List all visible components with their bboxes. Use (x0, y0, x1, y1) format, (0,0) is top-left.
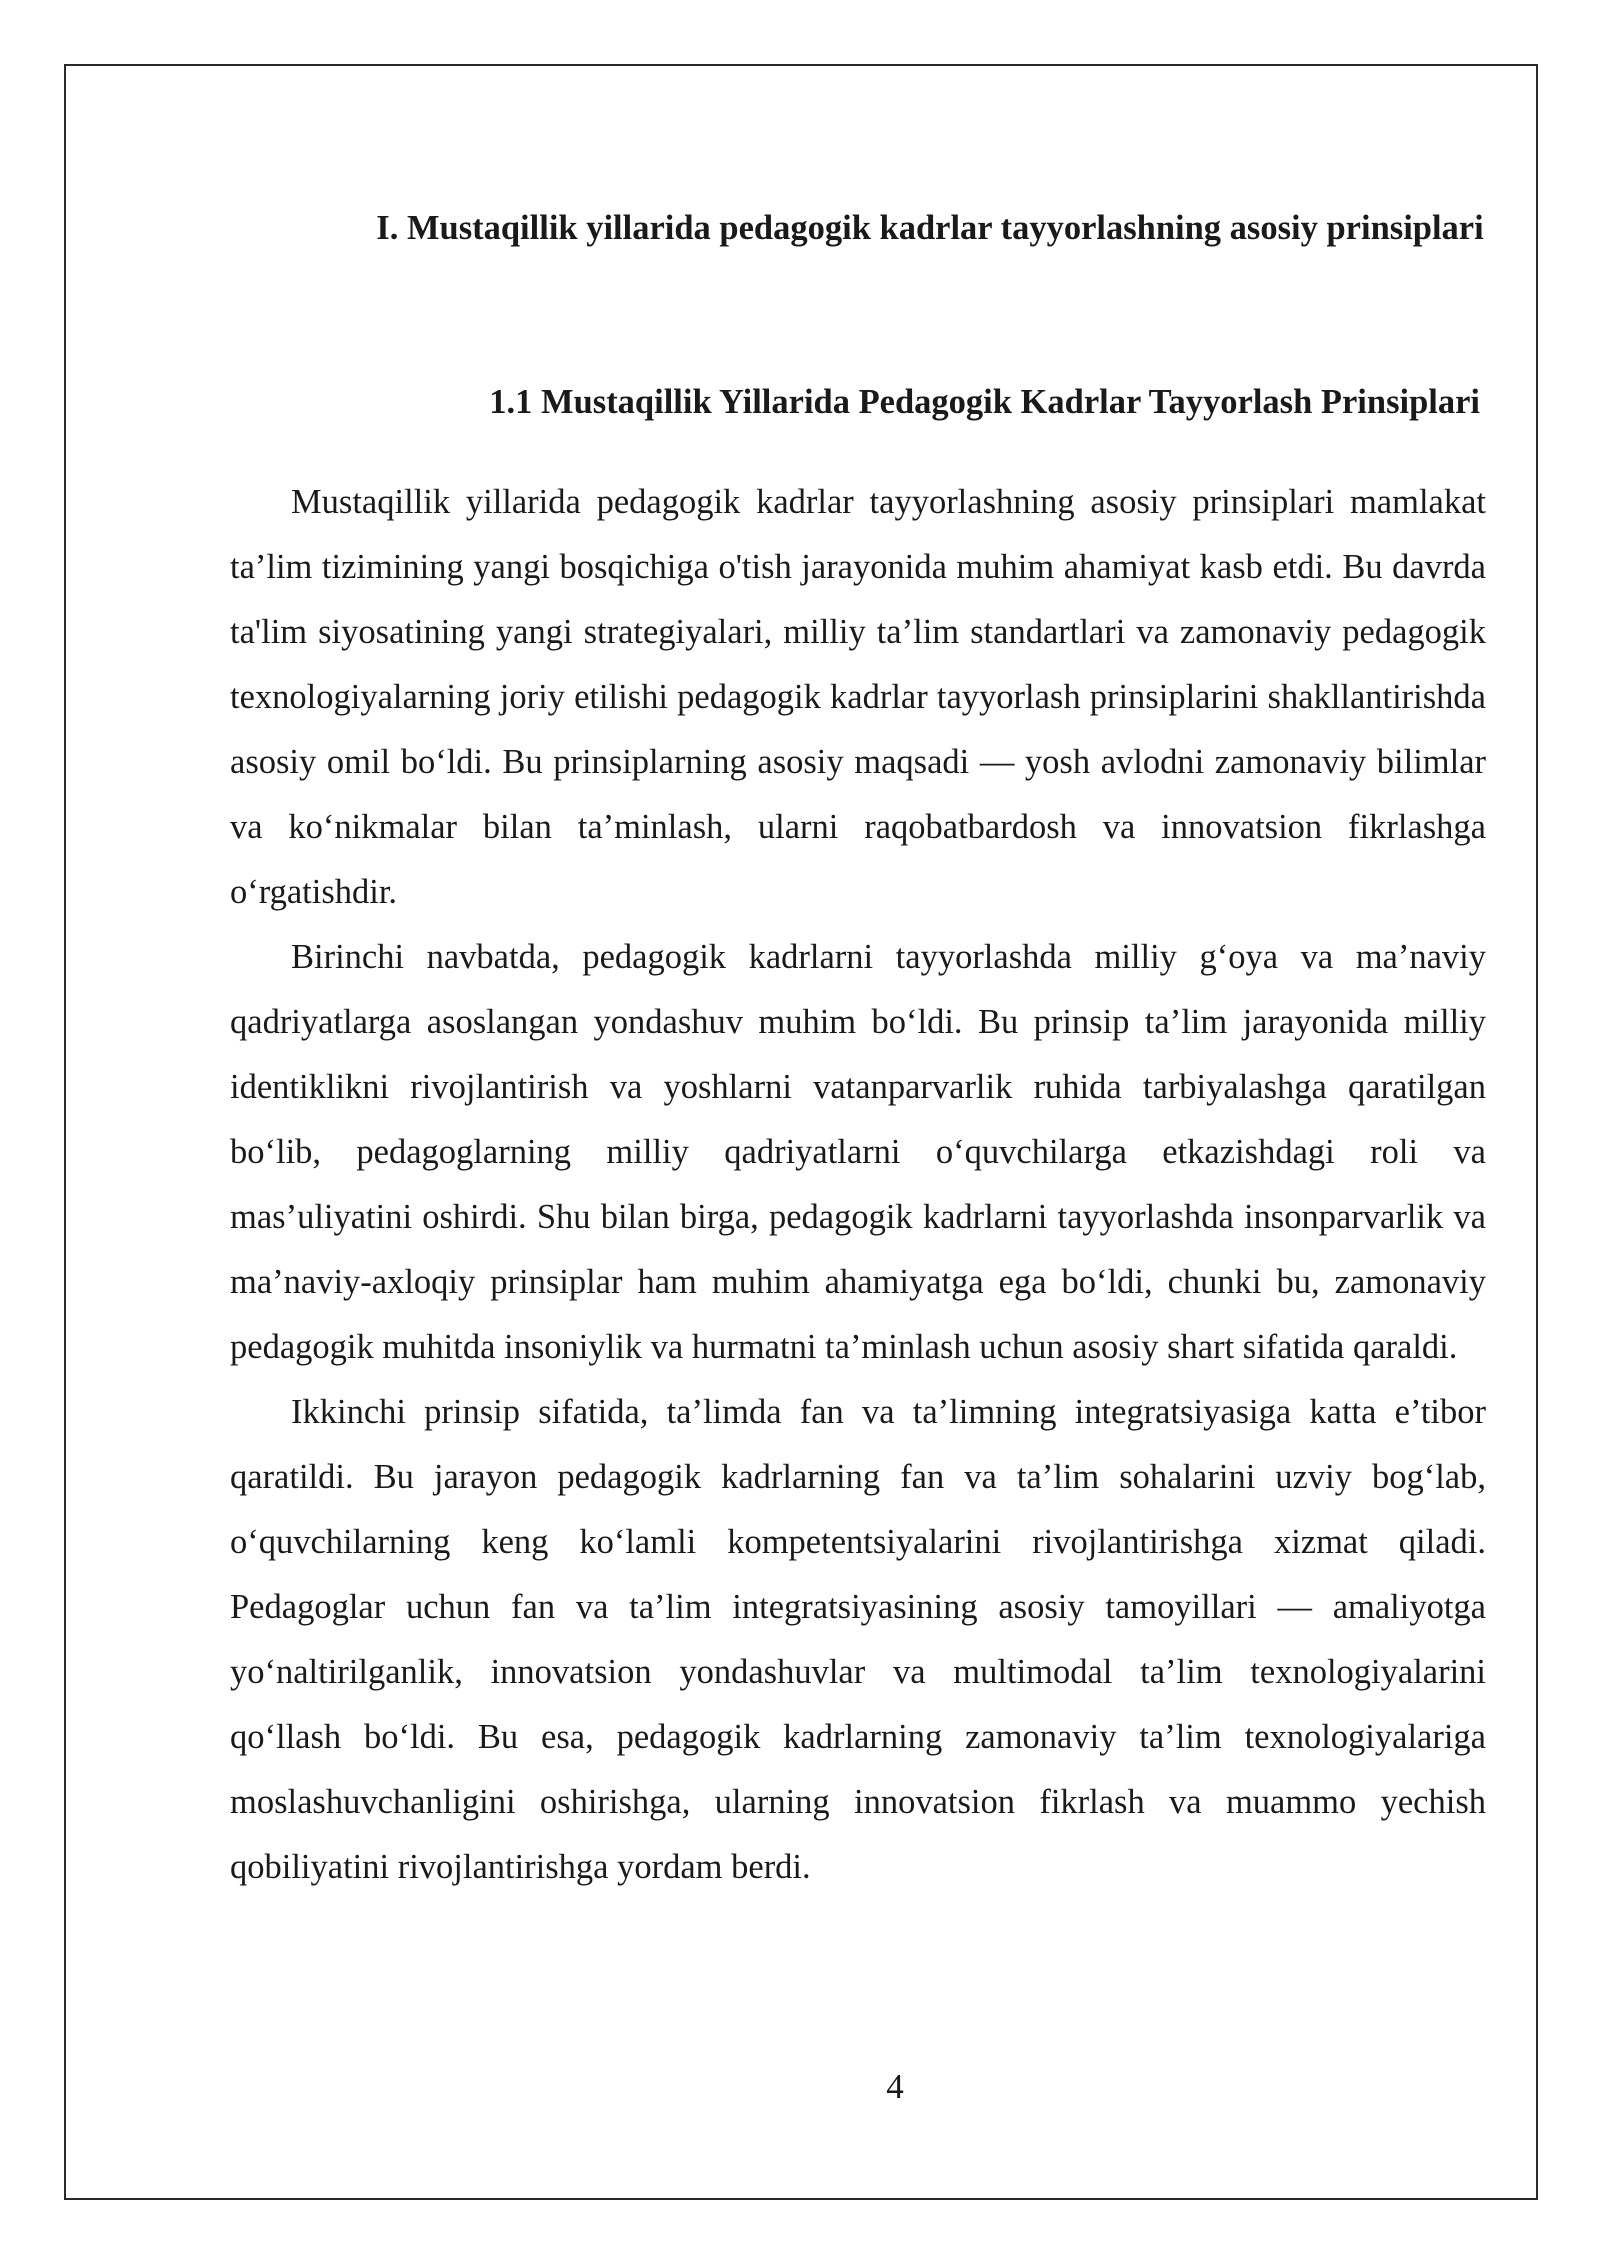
paragraph: Ikkinchi prinsip sifatida, ta’limda fan va ta’limning integratsiyasiga katta e’tibor qaratildi. Bu jarayon pedagogik kadrlarning fan va ta’lim sohalarini uzviy bog‘lab, o‘quvchilarning keng ko‘lamli kompetentsiyalarini rivojlantirishga xizmat qiladi. Pedagoglar uchun fan va ta’lim integratsiyasining asosiy tamoyillari — amaliyotga yo‘naltirilganlik, innovatsion yondashuvlar va multimodal ta’lim texnologiyalarini qo‘llash bo‘ldi. Bu esa, pedagogik kadrlarning zamonaviy ta’lim texnologiyalariga moslashuvchanligini oshirishga, ularning innovatsion fikrlash va muammo yechish qobiliyatini rivojlantirishga yordam berdi. (230, 1393, 1486, 1886)
chapter-title: I. Mustaqillik yillarida pedagogik kadrlar tayyorlashning asosiy prinsiplari (376, 209, 1484, 247)
paragraph: Mustaqillik yillarida pedagogik kadrlar tayyorlashning asosiy prinsiplari mamlakat ta’lim tizimining yangi bosqichiga o'tish jarayonida muhim ahamiyat kasb etdi. Bu davrda ta'lim siyosatining yangi strategiyalari, milliy ta’lim standartlari va zamonaviy pedagogik texnologiyalarning joriy etilishi pedagogik kadrlar tayyorlash prinsiplarini shakllantirishda asosiy omil bo‘ldi. Bu prinsiplarning asosiy maqsadi — yosh avlodni zamonaviy bilimlar va ko‘nikmalar bilan ta’minlash, ularni raqobatbardosh va innovatsion fikrlashga o‘rgatishdir. (230, 483, 1486, 911)
page-number: 4 (886, 2067, 904, 2106)
section-title: 1.1 Mustaqillik Yillarida Pedagogik Kadrlar Tayyorlash Prinsiplari (489, 383, 1480, 421)
body-text (230, 470, 1486, 1900)
paragraph: Birinchi navbatda, pedagogik kadrlarni tayyorlashda milliy g‘oya va ma’naviy qadriyatlarga asoslangan yondashuv muhim bo‘ldi. Bu prinsip ta’lim jarayonida milliy identiklikni rivojlantirish va yoshlarni vatanparvarlik ruhida tarbiyalashga qaratilgan bo‘lib, pedagoglarning milliy qadriyatlarni o‘quvchilarga etkazishdagi roli va mas’uliyatini oshirdi. Shu bilan birga, pedagogik kadrlarni tayyorlashda insonparvarlik va ma’naviy-axloqiy prinsiplar ham muhim ahamiyatga ega bo‘ldi, chunki bu, zamonaviy pedagogik muhitda insoniylik va hurmatni ta’minlash uchun asosiy shart sifatida qaraldi. (230, 938, 1486, 1366)
